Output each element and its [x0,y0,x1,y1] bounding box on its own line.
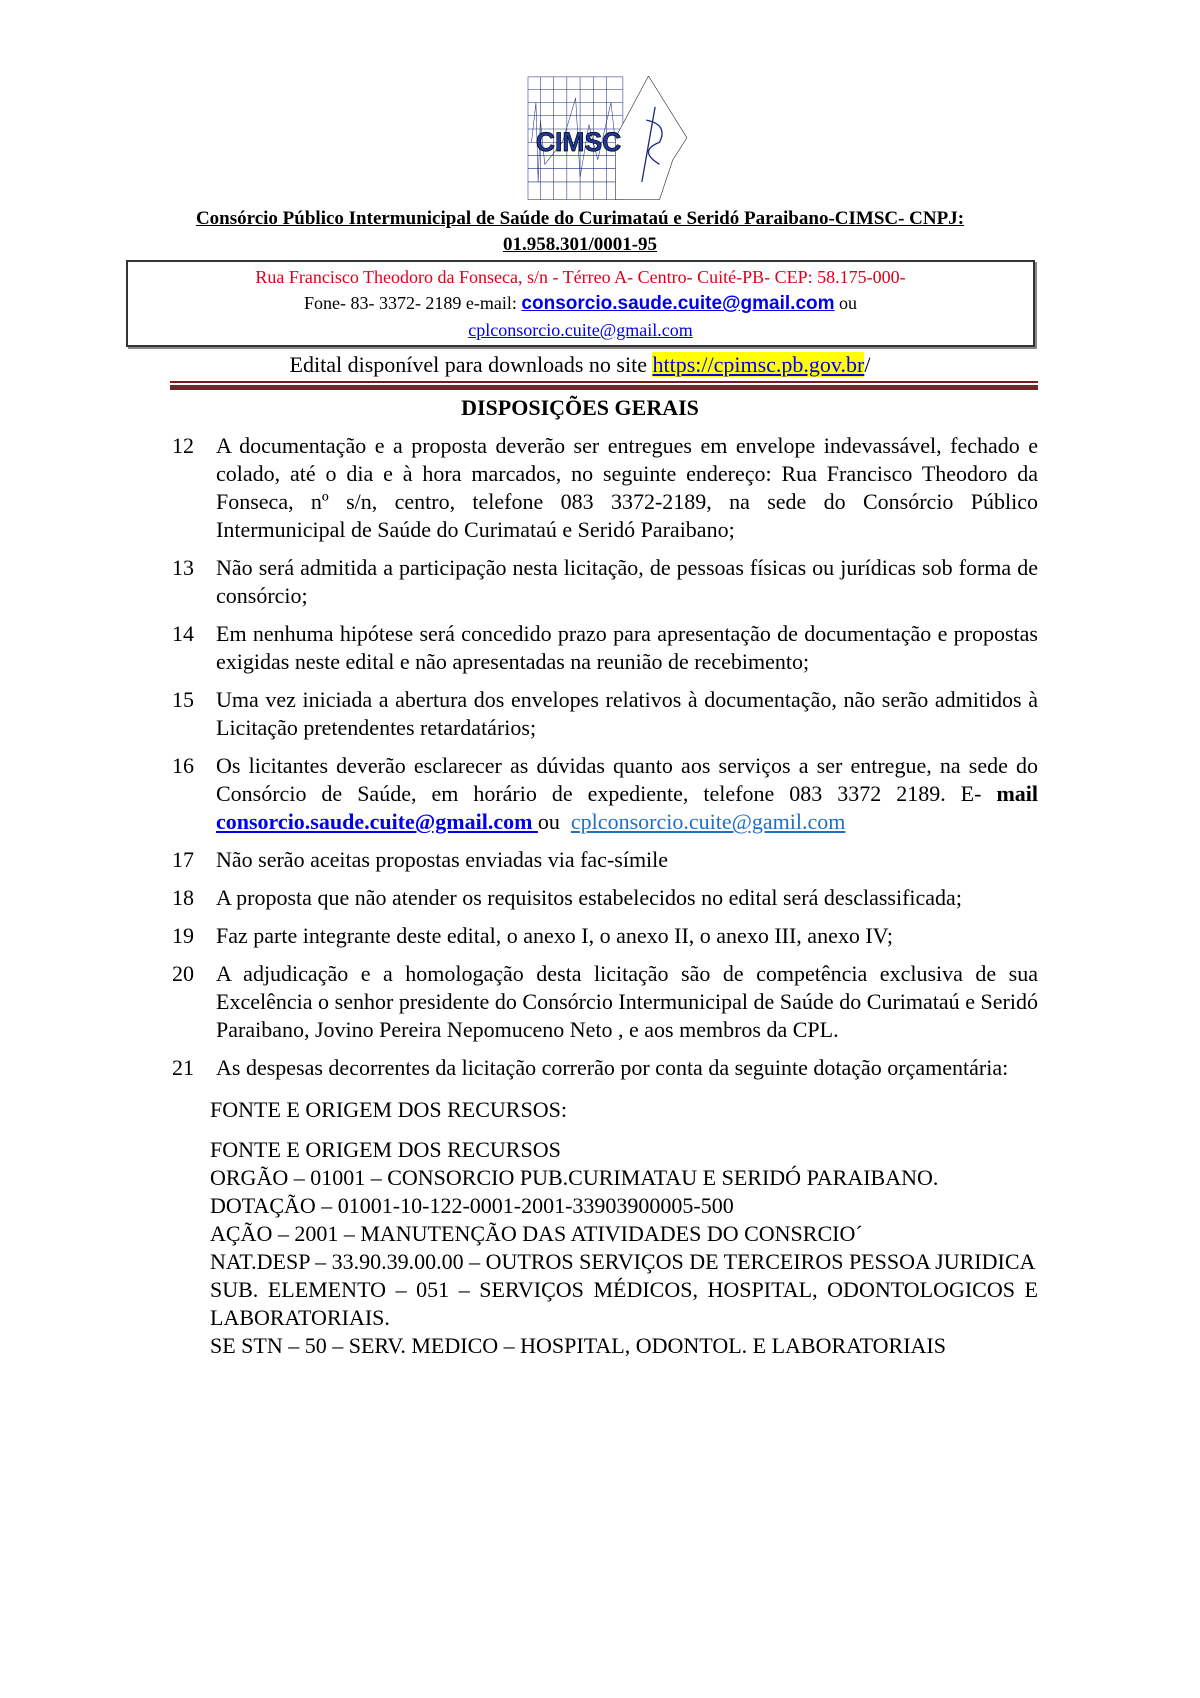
email-label: mail [996,781,1039,806]
address: Rua Francisco Theodoro da Fonseca, s/n - Térreo A- Centro- Cuité-PB- CEP: 58.175-000- [255,267,906,287]
item-number: 21 [172,1055,194,1080]
budget-line: NAT.DESP – 33.90.39.00.00 – OUTROS SERVIÇOS DE TERCEIROS PESSOA JURIDICA [210,1249,1036,1274]
item-text: Não será admitida a participação nesta licitação, de pessoas físicas ou jurídicas sob forma de consórcio; [216,555,1038,608]
list-item [172,432,1038,544]
item-text: A adjudicação e a homologação desta licitação são de competência exclusiva de sua Excelência o senhor presidente do Consórcio Intermunicipal de Saúde do Curimataú e Seridó Paraibano, Jovino Pereira Nepomuceno Neto , e aos membros da CPL. [216,961,1038,1042]
budget-line: DOTAÇÃO – 01001-10-122-0001-2001-33903900005-500 [210,1193,734,1218]
logo-text: CIMSC [535,127,622,158]
or-text: ou [537,809,560,834]
item-number: 20 [172,961,194,986]
document-body [172,432,1038,1360]
item-number: 14 [172,621,194,646]
budget-line: SUB. ELEMENTO – 051 – SERVIÇOS MÉDICOS, HOSPITAL, ODONTOLOGICOS E LABORATORIAIS. [210,1277,1038,1330]
email-link-1[interactable]: consorcio.saude.cuite@gmail.com [521,293,835,314]
item-text: A proposta que não atender os requisitos estabelecidos no edital será desclassificada; [216,885,962,910]
item-text: Os licitantes deverão esclarecer as dúvidas quanto aos serviços a ser entregue, na sede do Consórcio de Saúde, em horário de expediente, telefone 083 3372 2189. E- [216,753,1038,806]
item-text: Em nenhuma hipótese será concedido prazo para apresentação de documentação e propostas exigidas neste edital e não apresentadas na reunião de recebimento; [216,621,1038,674]
list-item [172,884,1038,912]
list-item [172,922,1038,950]
or-text: ou [839,293,858,313]
email-link-1[interactable]: consorcio.saude.cuite@gmail.com [216,809,538,834]
item-number: 18 [172,885,194,910]
site-link[interactable]: https://cpimsc.pb.gov.br [652,352,865,377]
item-number: 17 [172,847,194,872]
item-number: 19 [172,923,194,948]
list-item [172,554,1038,610]
cimsc-logo [426,76,788,204]
item-number: 16 [172,753,194,778]
budget-title: FONTE E ORIGEM DOS RECURSOS: [210,1097,567,1122]
email-link-2[interactable]: cplconsorcio.cuite@gamil.com [570,809,846,834]
contact-line [128,290,1033,317]
edital-text: Edital disponível para downloads no site [289,352,647,377]
section-heading: DISPOSIÇÕES GERAIS [461,395,699,420]
slash: / [864,352,871,377]
list-item [172,960,1038,1044]
email-link-2[interactable]: cplconsorcio.cuite@gmail.com [468,320,693,340]
list-item [172,846,1038,874]
item-text: Faz parte integrante deste edital, o anexo I, o anexo II, o anexo III, anexo IV; [216,923,894,948]
budget-line: ORGÃO – 01001 – CONSORCIO PUB.CURIMATAU E SERIDÓ PARAIBANO. [210,1165,939,1190]
header [120,206,1040,422]
edital-line [120,351,1040,379]
list-item [172,686,1038,742]
item-text: As despesas decorrentes da licitação correrão por conta da seguinte dotação orçamentária: [216,1055,1009,1080]
budget-lines [210,1136,1038,1360]
list-item [172,620,1038,676]
item-text: Uma vez iniciada a abertura dos envelopes relativos à documentação, não serão admitidos à Licitação pretendentes retardatários; [216,687,1038,740]
list-item [172,752,1038,836]
budget-line: AÇÃO – 2001 – MANUTENÇÃO DAS ATIVIDADES DO CONSRCIO´ [210,1221,863,1246]
divider-bar [170,385,1038,390]
org-title: Consórcio Público Intermunicipal de Saúde do Curimataú e Seridó Paraibano-CIMSC- CNPJ: [195,208,965,229]
item-text: A documentação e a proposta deverão ser entregues em envelope indevassável, fechado e colado, até o dia e à hora marcados, no seguinte endereço: Rua Francisco Theodoro da Fonseca, nº s/n, centro, telefone 083 3372-2189, na sede do Consórcio Público Intermunicipal de Saúde do Curimataú e Seridó Paraibano; [216,433,1038,542]
item-number: 13 [172,555,194,580]
cnpj: 01.958.301/0001-95 [502,234,658,255]
list-item [172,1054,1038,1082]
budget-line: FONTE E ORIGEM DOS RECURSOS [210,1137,561,1162]
item-number: 15 [172,687,194,712]
phone: Fone- 83- 3372- 2189 e-mail: [303,293,517,313]
item-number: 12 [172,433,194,458]
budget-line: SE STN – 50 – SERV. MEDICO – HOSPITAL, ODONTOL. E LABORATORIAIS [210,1333,946,1358]
item-text: Não serão aceitas propostas enviadas via fac-símile [216,847,669,872]
contact-box [126,260,1035,347]
